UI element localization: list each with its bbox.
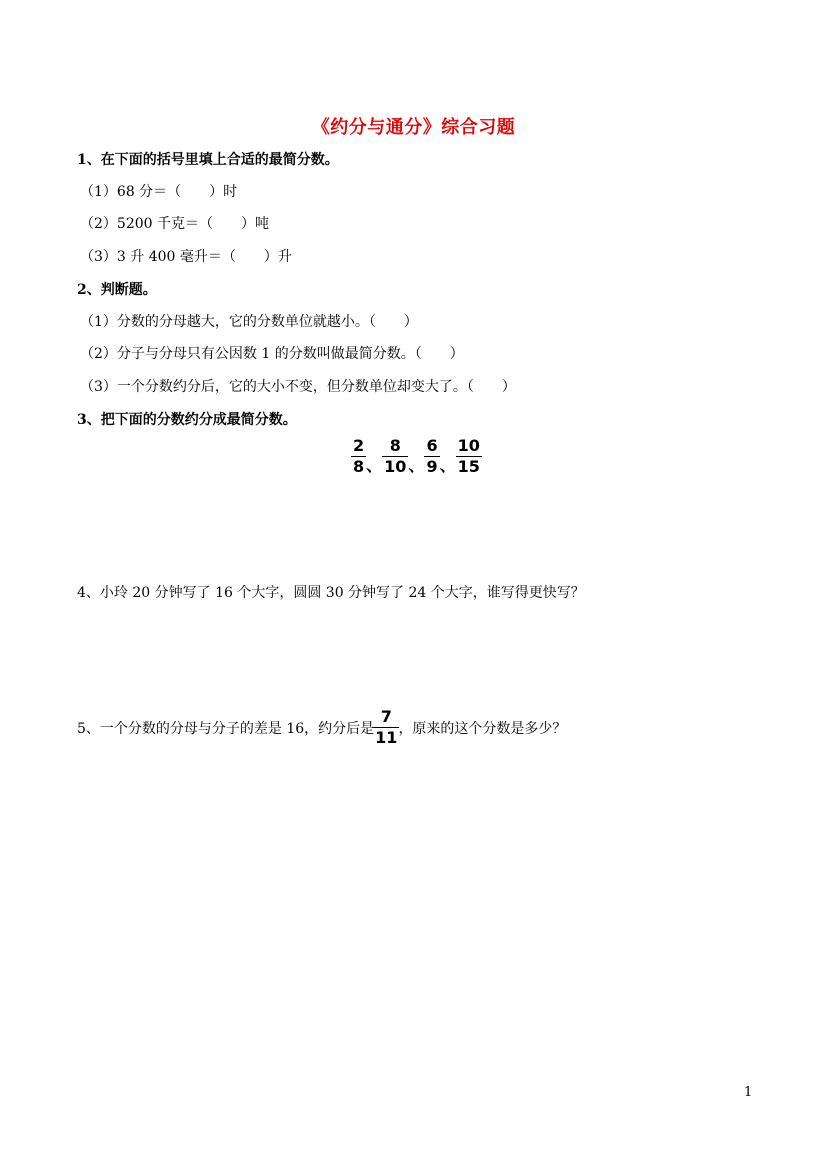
page-number: 1: [744, 1085, 753, 1100]
question-4-text: 4、小玲 20 分钟写了 16 个大字，圆圆 30 分钟写了 24 个大字，谁写得更快写？: [77, 585, 585, 601]
question-2-item-2: （2）分子与分母只有公因数 1 的分数叫做最简分数。（ ）: [80, 346, 464, 362]
fraction-2-denominator: 10: [384, 457, 407, 476]
fraction-3-denominator: 9: [426, 457, 438, 476]
fraction-3-numerator: 6: [426, 436, 438, 455]
question-3-fractions: [352, 437, 481, 476]
question-3-heading: 3、把下面的分数约分成最简分数。: [77, 412, 297, 428]
question-5-numerator: 7: [380, 707, 392, 726]
page-title: 《约分与通分》综合习题: [311, 117, 516, 138]
question-5-fraction: [374, 708, 398, 747]
question-1-heading: 1、在下面的括号里填上合适的最简分数。: [77, 152, 339, 168]
question-2-heading: 2、判断题。: [77, 282, 157, 298]
question-1-item-2: （2）5200 千克＝（ ）吨: [80, 216, 269, 232]
question-1-item-3: （3）3 升 400 毫升＝（ ）升: [80, 249, 292, 265]
fraction-2: [383, 437, 407, 476]
fraction-1: [352, 437, 365, 476]
fraction-separator-1: 、: [366, 456, 383, 475]
question-2-item-1: （1）分数的分母越大，它的分数单位就越小。（ ）: [80, 314, 418, 330]
fraction-separator-2: 、: [408, 456, 425, 475]
question-2-item-3: （3）一个分数约分后，它的大小不变，但分数单位却变大了。（ ）: [80, 379, 516, 395]
fraction-1-numerator: 2: [353, 436, 365, 455]
fraction-3: [425, 437, 438, 476]
question-5-text-after: ，原来的这个分数是多少？: [398, 720, 567, 737]
question-5: [77, 708, 566, 747]
question-5-denominator: 11: [375, 728, 398, 747]
question-5-text-before: 5、一个分数的分母与分子的差是 16，约分后是: [77, 720, 375, 737]
fraction-1-denominator: 8: [353, 457, 365, 476]
question-1-item-1: （1）68 分＝（ ）时: [80, 184, 238, 200]
fraction-4: [457, 437, 481, 476]
fraction-separator-3: 、: [439, 456, 456, 475]
fraction-2-numerator: 8: [389, 436, 401, 455]
fraction-4-numerator: 10: [457, 436, 480, 455]
fraction-4-denominator: 15: [457, 457, 480, 476]
